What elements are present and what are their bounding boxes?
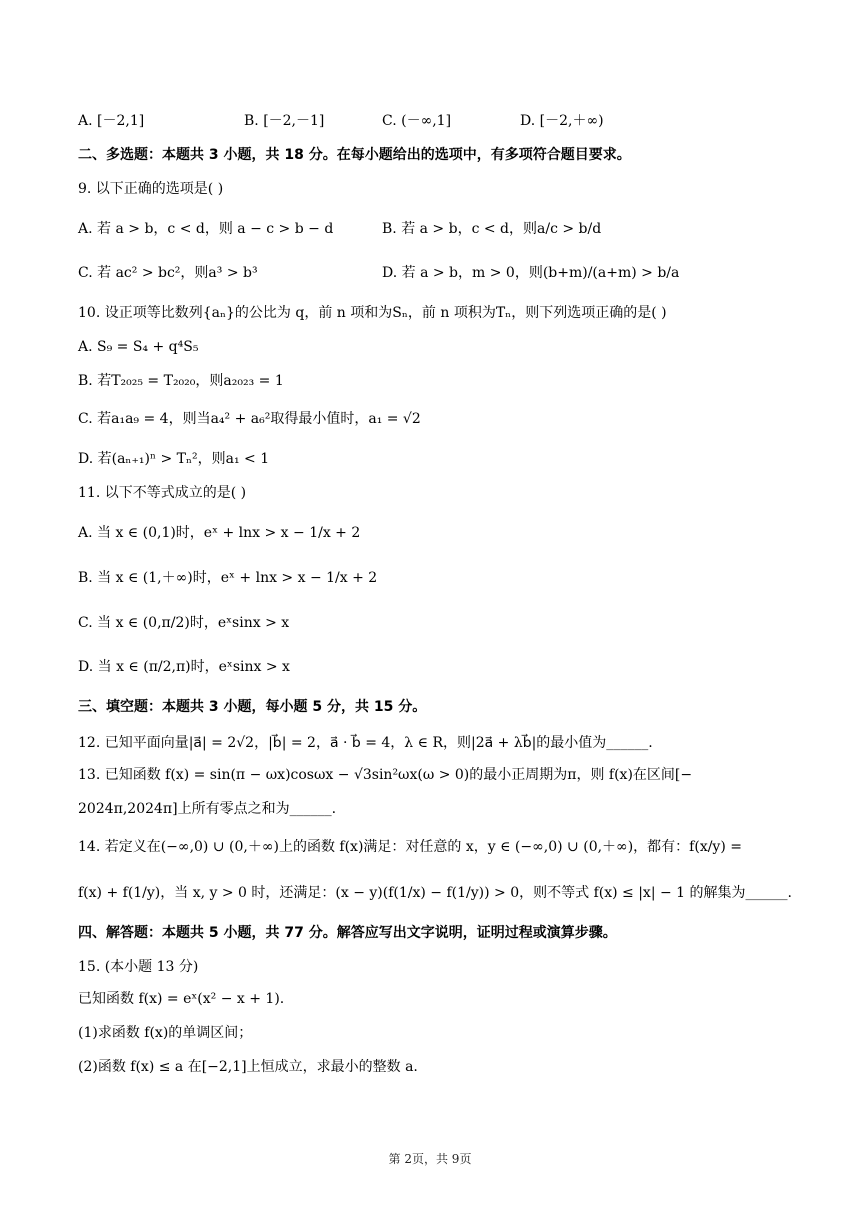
section-fill-blank-heading: 三、填空题：本题共 3 小题，每小题 5 分，共 15 分。 <box>78 699 427 715</box>
q14-line-1: 14. 若定义在(−∞,0) ∪ (0,＋∞)上的函数 f(x)满足：对任意的 x，y ∈ (−∞,0) ∪ (0,＋∞)，都有：f(x/y) = <box>78 839 742 855</box>
q10-option-a: A. S₉ = S₄ + q⁴S₅ <box>78 339 199 355</box>
q13-line-1: 13. 已知函数 f(x) = sin(π − ωx)cosωx − √3sin²ωx(ω > 0)的最小正周期为π，则 f(x)在区间[− <box>78 767 693 783</box>
q12: 12. 已知平面向量|a⃗| = 2√2，|b⃗| = 2，a⃗ · b⃗ = 4，λ ∈ R，则|2a⃗ + λb⃗|的最小值为______. <box>78 735 653 751</box>
q8-option-c: C. (－∞,1] <box>382 113 452 129</box>
q14-line-2: f(x) + f(1/y)，当 x, y > 0 时，还满足：(x − y)(f(1/x) − f(1/y)) > 0，则不等式 f(x) ≤ |x| − 1 的解集为______. <box>78 885 792 901</box>
q15-title: 15. (本小题 13 分) <box>78 959 199 975</box>
q8-option-a: A. [－2,1] <box>78 113 145 129</box>
q11-option-c: C. 当 x ∈ (0,π/2)时，eˣsinx > x <box>78 615 290 631</box>
q8-option-d: D. [－2,＋∞) <box>520 113 604 129</box>
q9-stem: 9. 以下正确的选项是( ) <box>78 181 224 197</box>
q9-option-d: D. 若 a > b，m > 0，则(b+m)/(a+m) > b/a <box>382 265 680 281</box>
q15-given: 已知函数 f(x) = eˣ(x² − x + 1). <box>78 991 285 1007</box>
q10-option-c: C. 若a₁a₉ = 4，则当a₄² + a₆²取得最小值时，a₁ = √2 <box>78 411 421 427</box>
q11-option-a: A. 当 x ∈ (0,1)时，eˣ + lnx > x − 1/x + 2 <box>78 525 361 541</box>
q10-option-b: B. 若T₂₀₂₅ = T₂₀₂₀，则a₂₀₂₃ = 1 <box>78 373 284 389</box>
q9-option-a: A. 若 a > b，c < d，则 a − c > b − d <box>78 221 334 237</box>
q10-option-d: D. 若(aₙ₊₁)ⁿ > Tₙ²，则a₁ < 1 <box>78 451 270 467</box>
q11-stem: 11. 以下不等式成立的是( ) <box>78 485 247 501</box>
q8-option-b: B. [－2,－1] <box>244 113 325 129</box>
q11-option-d: D. 当 x ∈ (π/2,π)时，eˣsinx > x <box>78 659 290 675</box>
section-multiple-choice-heading: 二、多选题：本题共 3 小题，共 18 分。在每小题给出的选项中，有多项符合题目要求。 <box>78 147 631 163</box>
q13-line-2: 2024π,2024π]上所有零点之和为______. <box>78 801 337 817</box>
section-answer-heading: 四、解答题：本题共 5 小题，共 77 分。解答应写出文字说明，证明过程或演算步骤。 <box>78 925 617 941</box>
q9-option-c: C. 若 ac² > bc²，则a³ > b³ <box>78 265 258 281</box>
q11-option-b: B. 当 x ∈ (1,＋∞)时，eˣ + lnx > x − 1/x + 2 <box>78 570 378 586</box>
page-footer: 第 2页，共 9页 <box>388 1152 472 1166</box>
q15-part-2: (2)函数 f(x) ≤ a 在[−2,1]上恒成立，求最小的整数 a. <box>78 1059 418 1075</box>
q9-option-b: B. 若 a > b，c < d，则a/c > b/d <box>382 221 602 237</box>
q10-stem: 10. 设正项等比数列{aₙ}的公比为 q，前 n 项和为Sₙ，前 n 项积为Tₙ，则下列选项正确的是( ) <box>78 305 667 321</box>
q15-part-1: (1)求函数 f(x)的单调区间； <box>78 1025 253 1041</box>
